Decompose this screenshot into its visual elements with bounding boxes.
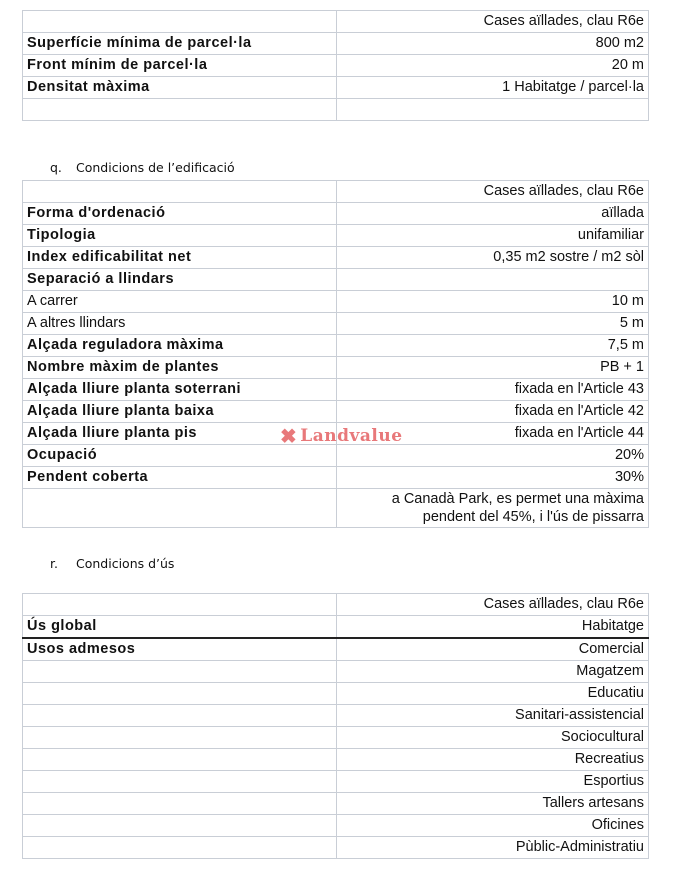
row-value: 0,35 m2 sostre / m2 sòl [337,247,649,269]
use-item: Magatzem [337,661,649,683]
table-row [23,269,649,291]
row-note: a Canadà Park, es permet una màxima pendent del 45%, i l'ús de pissarra [337,489,649,528]
table-row [23,661,649,683]
table-row [23,313,649,335]
table-row [23,33,649,55]
section-letter: r. [50,556,58,571]
table-row [23,489,649,528]
table-cell [23,771,337,793]
row-label: Index edificabilitat net [23,247,337,269]
table-row [23,793,649,815]
table-row [23,727,649,749]
row-value: fixada en l'Article 42 [337,401,649,423]
table-cell [23,705,337,727]
x-cross-icon: ✖ [280,424,298,448]
row-label: Ús global [23,616,337,639]
row-value: unifamiliar [337,225,649,247]
row-value: 20 m [337,55,649,77]
table-row [23,77,649,99]
row-label: Superfície mínima de parcel·la [23,33,337,55]
table-row [23,401,649,423]
table-row [23,683,649,705]
row-label: Alçada lliure planta pis [23,423,337,445]
table-row [23,225,649,247]
table-row [23,247,649,269]
row-value: 1 Habitatge / parcel·la [337,77,649,99]
row-value: 30% [337,467,649,489]
row-label: Nombre màxim de plantes [23,357,337,379]
row-label: Usos admesos [23,638,337,661]
row-value: fixada en l'Article 44 [337,423,649,445]
table-row [23,815,649,837]
table-row [23,291,649,313]
section-heading-q [50,160,235,175]
use-item: Recreatius [337,749,649,771]
row-label: Alçada reguladora màxima [23,335,337,357]
use-item: Tallers artesans [337,793,649,815]
row-value: aïllada [337,203,649,225]
row-label: Alçada lliure planta soterrani [23,379,337,401]
table-row [23,99,649,121]
section-letter: q. [50,160,62,175]
table-header-row [23,11,649,33]
table-header-cell: Cases aïllades, clau R6e [337,594,649,616]
row-value [337,269,649,291]
parcel-table [22,10,649,121]
table-row [23,771,649,793]
row-value: 7,5 m [337,335,649,357]
table-row [23,335,649,357]
use-item: Sanitari-assistencial [337,705,649,727]
table-cell [23,683,337,705]
table-cell [23,749,337,771]
row-label: Pendent coberta [23,467,337,489]
use-item: Comercial [337,638,649,661]
table-header-row [23,594,649,616]
section-heading-r [50,556,174,571]
row-value: PB + 1 [337,357,649,379]
table-row [23,203,649,225]
row-label: Tipologia [23,225,337,247]
table-row [23,616,649,639]
row-label: A carrer [23,291,337,313]
table-cell [23,815,337,837]
table-cell [23,594,337,616]
section-title: Condicions de l’edificació [76,160,235,175]
table-row [23,357,649,379]
use-item: Esportius [337,771,649,793]
row-value: 5 m [337,313,649,335]
table-row [23,638,649,661]
table-cell [23,727,337,749]
row-label: Front mínim de parcel·la [23,55,337,77]
table-row [23,837,649,859]
table-row [23,705,649,727]
row-value: Habitatge [337,616,649,639]
row-value: 20% [337,445,649,467]
watermark-text: Landvalue [300,426,403,446]
table-row [23,379,649,401]
row-label: Separació a llindars [23,269,337,291]
table-cell [23,489,337,528]
row-value: fixada en l'Article 43 [337,379,649,401]
table-cell [23,837,337,859]
row-label: Ocupació [23,445,337,467]
row-value: 800 m2 [337,33,649,55]
row-label: Densitat màxima [23,77,337,99]
section-title: Condicions d’ús [76,556,175,571]
table-cell [23,11,337,33]
row-label: Forma d'ordenació [23,203,337,225]
table-header-row [23,181,649,203]
use-item: Oficines [337,815,649,837]
use-item: Pùblic-Administratiu [337,837,649,859]
table-header-cell: Cases aïllades, clau R6e [337,181,649,203]
table-row [23,55,649,77]
row-label: Alçada lliure planta baixa [23,401,337,423]
table-cell [23,793,337,815]
watermark [280,424,403,448]
table-cell [23,661,337,683]
use-item: Educatiu [337,683,649,705]
building-conditions-table [22,180,649,528]
row-value: 10 m [337,291,649,313]
table-row [23,749,649,771]
row-label: A altres llindars [23,313,337,335]
table-header-cell: Cases aïllades, clau R6e [337,11,649,33]
table-cell [23,181,337,203]
table-cell [23,99,337,121]
use-item: Sociocultural [337,727,649,749]
use-conditions-table [22,593,649,859]
table-row [23,467,649,489]
table-cell [337,99,649,121]
